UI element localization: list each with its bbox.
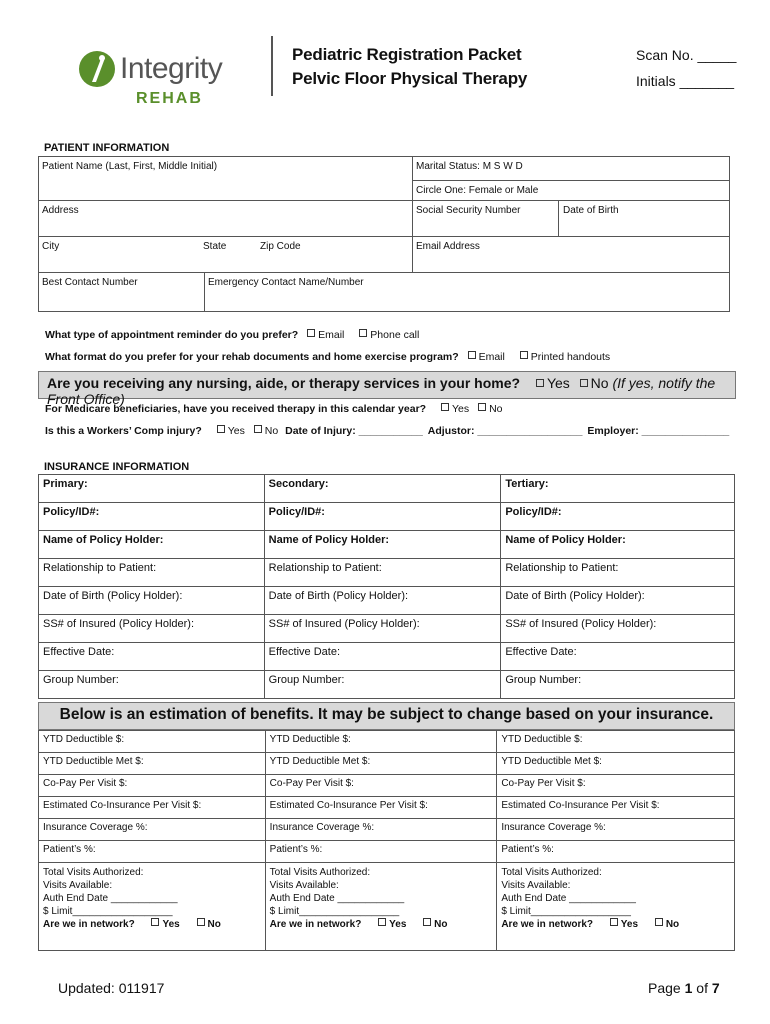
adjustor-field[interactable]: Adjustor: __________________ [427,425,583,437]
policy-id-field[interactable]: Policy/ID#: [501,503,735,531]
logo-name: Integrity [120,52,223,85]
auth-end-date-field[interactable]: Auth End Date ____________ [43,893,178,904]
option-label: No [590,375,609,391]
visits-authorized-field[interactable]: Total Visits Authorized: [501,867,602,878]
copay-field[interactable]: Co-Pay Per Visit $: [39,775,266,797]
relationship-field[interactable]: Relationship to Patient: [264,559,501,587]
zip-field[interactable]: Zip Code [260,241,301,252]
insurance-header-tertiary: Tertiary: [501,475,735,503]
divider [412,156,413,272]
limit-field[interactable]: $ Limit__________________ [501,906,631,917]
option-label: Yes [389,919,407,930]
option-label: No [207,919,221,930]
ytd-deductible-met-field[interactable]: YTD Deductible Met $: [497,753,735,775]
header-divider [271,36,273,96]
checkbox-network-no[interactable] [655,918,663,926]
workers-comp-question [45,425,729,437]
employer-tail: _____ [700,425,730,437]
updated-date: Updated: 011917 [58,980,165,996]
benefits-banner-text: Below is an estimation of benefits. It may be subject to change based on your insurance. [59,706,714,723]
ss-insured-field[interactable]: SS# of Insured (Policy Holder): [501,615,735,643]
network-question [501,918,730,931]
group-number-field[interactable]: Group Number: [39,671,265,699]
relationship-field[interactable]: Relationship to Patient: [501,559,735,587]
option-label: Yes [620,919,639,930]
ssn-field[interactable]: Social Security Number [416,205,521,216]
email-field[interactable]: Email Address [416,241,480,252]
state-field[interactable]: State [203,241,227,252]
medicare-question [45,403,503,415]
nursing-banner [38,371,736,407]
policy-id-field[interactable]: Policy/ID#: [39,503,265,531]
reminder-question [45,329,419,341]
checkbox-format-printed[interactable] [520,351,528,359]
copay-field[interactable]: Co-Pay Per Visit $: [265,775,497,797]
visits-available-field[interactable]: Visits Available: [501,880,571,891]
relationship-field[interactable]: Relationship to Patient: [39,559,265,587]
option-label: Yes [227,425,245,437]
checkbox-workers-no[interactable] [254,425,262,433]
insurance-header-primary: Primary: [39,475,265,503]
checkbox-format-email[interactable] [468,351,476,359]
page-title: Pediatric Registration Packet [292,45,522,64]
coinsurance-field[interactable]: Estimated Co-Insurance Per Visit $: [265,797,497,819]
checkbox-network-yes[interactable] [378,918,386,926]
workers-question-text: Is this a Workers’ Comp injury? [45,425,202,437]
gender-field[interactable]: Circle One: Female or Male [416,185,539,196]
option-label: Printed handouts [530,351,611,363]
policy-holder-field[interactable]: Name of Policy Holder: [39,531,265,559]
network-question [270,918,493,931]
effective-date-field[interactable]: Effective Date: [501,643,735,671]
insurance-header-secondary: Secondary: [264,475,501,503]
ss-insured-field[interactable]: SS# of Insured (Policy Holder): [39,615,265,643]
divider [38,236,730,237]
option-label: Phone call [370,329,420,341]
option-label: Yes [162,919,180,930]
network-question-text: Are we in network? [43,919,135,930]
coinsurance-field[interactable]: Estimated Co-Insurance Per Visit $: [497,797,735,819]
ytd-deductible-field[interactable]: YTD Deductible $: [497,731,735,753]
patient-percent-field[interactable]: Patient’s %: [265,841,497,863]
divider [412,180,730,181]
patient-percent-field[interactable]: Patient’s %: [39,841,266,863]
page-total: 7 [711,980,720,996]
nursing-note: (If yes, notify the Front Office) [47,375,716,407]
logo-sub: REHAB [136,90,203,107]
city-field[interactable]: City [42,241,60,252]
ytd-deductible-field[interactable]: YTD Deductible $: [39,731,266,753]
holder-dob-field[interactable]: Date of Birth (Policy Holder): [501,587,735,615]
marital-status-field[interactable]: Marital Status: M S W D [416,161,523,172]
coverage-field[interactable]: Insurance Coverage %: [39,819,266,841]
format-question-text: What format do you prefer for your rehab documents and home exercise program? [45,351,459,363]
section-insurance-information: INSURANCE INFORMATION [44,461,190,473]
network-question-text: Are we in network? [501,919,594,930]
page-prefix: Page [648,980,685,996]
policy-id-field[interactable]: Policy/ID#: [264,503,501,531]
page-subtitle: Pelvic Floor Physical Therapy [292,69,528,88]
visits-cell [39,863,266,951]
divider [38,200,730,201]
option-label: No [434,919,448,930]
holder-dob-field[interactable]: Date of Birth (Policy Holder): [39,587,265,615]
limit-field[interactable]: $ Limit__________________ [43,906,173,917]
visits-authorized-field[interactable]: Total Visits Authorized: [269,867,371,878]
page-current: 1 [684,980,693,996]
auth-end-date-field[interactable]: Auth End Date ____________ [269,893,405,904]
checkbox-network-no[interactable] [423,918,431,926]
logo-mark-icon [78,50,116,88]
visits-authorized-field[interactable]: Total Visits Authorized: [43,867,144,878]
option-label: No [489,403,503,415]
visits-cell [497,863,735,951]
checkbox-network-yes[interactable] [610,918,618,926]
effective-date-field[interactable]: Effective Date: [264,643,501,671]
visits-cell [265,863,497,951]
checkbox-workers-yes[interactable] [217,425,225,433]
format-question [45,351,610,363]
effective-date-field[interactable]: Effective Date: [39,643,265,671]
nursing-question: Are you receiving any nursing, aide, or therapy services in your home? [47,375,521,391]
checkbox-network-no[interactable] [197,918,205,926]
page-of: of [692,980,712,996]
limit-field[interactable]: $ Limit__________________ [269,906,400,917]
group-number-field[interactable]: Group Number: [264,671,501,699]
reminder-question-text: What type of appointment reminder do you prefer? [45,329,299,341]
divider [558,200,559,236]
ytd-deductible-met-field[interactable]: YTD Deductible Met $: [265,753,497,775]
option-label: No [665,919,680,930]
holder-dob-field[interactable]: Date of Birth (Policy Holder): [264,587,501,615]
checkbox-network-yes[interactable] [151,918,159,926]
emergency-contact-field[interactable]: Emergency Contact Name/Number [208,277,364,288]
patient-name-field[interactable]: Patient Name (Last, First, Middle Initial) [42,161,218,172]
insurance-table [38,474,735,699]
initials: Initials _______ [636,73,735,89]
checkbox-medicare-yes[interactable] [441,403,449,411]
copay-field[interactable]: Co-Pay Per Visit $: [497,775,735,797]
visits-available-field[interactable]: Visits Available: [269,880,339,891]
option-label: Yes [452,403,470,415]
scan-number: Scan No. _____ [636,47,737,63]
patient-percent-field[interactable]: Patient’s %: [497,841,735,863]
checkbox-reminder-phone[interactable] [359,329,367,337]
option-label: Email [318,329,345,341]
benefits-banner [38,702,735,730]
divider [204,272,205,312]
checkbox-reminder-email[interactable] [307,329,315,337]
medicare-question-text: For Medicare beneficiaries, have you received therapy in this calendar year? [45,403,427,415]
coinsurance-field[interactable]: Estimated Co-Insurance Per Visit $: [39,797,266,819]
ss-insured-field[interactable]: SS# of Insured (Policy Holder): [264,615,501,643]
page-number [648,980,720,996]
dob-field[interactable]: Date of Birth [563,205,619,216]
contact-number-field[interactable]: Best Contact Number [42,277,138,288]
network-question [43,918,261,931]
checkbox-nursing-no[interactable] [580,379,588,387]
ytd-deductible-met-field[interactable]: YTD Deductible Met $: [39,753,266,775]
checkbox-medicare-no[interactable] [478,403,486,411]
benefits-table [38,730,735,951]
auth-end-date-field[interactable]: Auth End Date ____________ [501,893,636,904]
policy-holder-field[interactable]: Name of Policy Holder: [501,531,735,559]
group-number-field[interactable]: Group Number: [501,671,735,699]
option-label: Email [478,351,505,363]
employer-field[interactable]: Employer: __________ [587,425,701,437]
address-field[interactable]: Address [42,205,79,216]
visits-available-field[interactable]: Visits Available: [43,880,113,891]
section-patient-information: PATIENT INFORMATION [44,142,170,154]
logo [78,50,248,112]
ytd-deductible-field[interactable]: YTD Deductible $: [265,731,497,753]
coverage-field[interactable]: Insurance Coverage %: [497,819,735,841]
divider [38,272,730,273]
coverage-field[interactable]: Insurance Coverage %: [265,819,497,841]
option-label: No [264,425,279,437]
injury-date-field[interactable]: Date of Injury: ___________ [285,425,423,437]
option-label: Yes [546,375,570,391]
checkbox-nursing-yes[interactable] [536,379,544,387]
policy-holder-field[interactable]: Name of Policy Holder: [264,531,501,559]
network-question-text: Are we in network? [269,919,362,930]
